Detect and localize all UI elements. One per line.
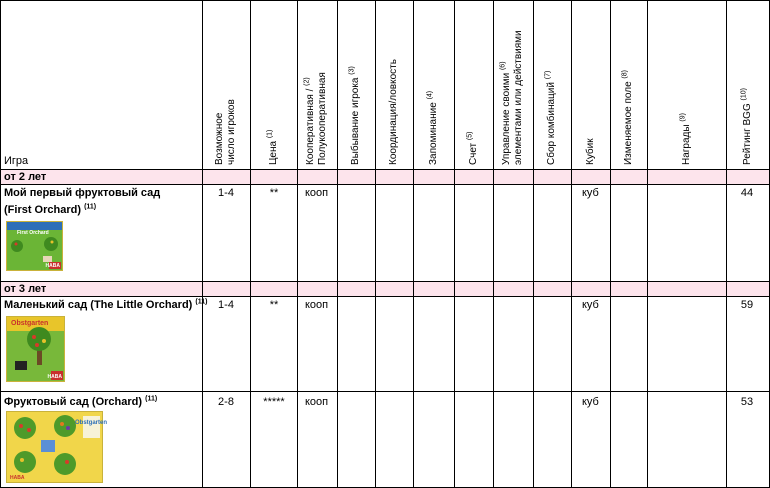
column-header-text bbox=[468, 132, 480, 165]
column-header-line bbox=[546, 71, 558, 165]
cell-dice: куб bbox=[582, 187, 599, 199]
footnote-ref: (5) bbox=[466, 131, 474, 141]
cell-dice: куб bbox=[582, 299, 599, 311]
footnote-ref: (11) bbox=[145, 395, 158, 403]
column-header-text bbox=[428, 91, 440, 165]
game-name-line-2: (First Orchard) $^{(11)}$ bbox=[4, 203, 97, 216]
column-header-line bbox=[428, 91, 440, 165]
box-brand: HABA bbox=[10, 475, 25, 481]
cell-players: 2-8 bbox=[218, 396, 234, 408]
column-header-line-text: Кооперативная / bbox=[305, 88, 316, 165]
column-header-text bbox=[742, 88, 754, 165]
column-header-line-text: Запоминание bbox=[428, 102, 439, 165]
column-header-text bbox=[681, 113, 693, 165]
column-header-line bbox=[350, 66, 362, 165]
cell-players: 1-4 bbox=[218, 299, 234, 311]
column-header-line-text: Сбор комбинаций bbox=[546, 82, 557, 165]
column-header-line bbox=[305, 72, 317, 165]
box-title: Obstgarten bbox=[75, 420, 108, 426]
game-name: Маленький сад (The Little Orchard) $^{(11)}$ bbox=[4, 298, 208, 311]
column-header-line-text: Счет bbox=[468, 142, 479, 165]
column-header-line-text: Изменяемое поле bbox=[623, 81, 634, 165]
column-header-text bbox=[305, 72, 329, 165]
box-title: First Orchard bbox=[17, 230, 49, 236]
game-name: Фруктовый сад (Orchard) $^{(11)}$ bbox=[4, 395, 158, 408]
column-header-line-text: Цена bbox=[268, 140, 279, 165]
header-game: Игра bbox=[4, 155, 29, 167]
footnote-ref: (6) bbox=[499, 61, 507, 71]
column-header-line bbox=[623, 70, 635, 165]
cell-price: ***** bbox=[263, 396, 285, 408]
column-header-line-text: Рейтинг BGG bbox=[742, 103, 753, 165]
column-header-line bbox=[501, 30, 513, 165]
footnote-ref: (4) bbox=[426, 90, 434, 100]
column-header-text bbox=[388, 59, 400, 165]
cell-price: ** bbox=[269, 187, 279, 199]
footnote-ref: (2) bbox=[303, 77, 311, 86]
column-header-line-text: Управление своими bbox=[501, 72, 512, 165]
cell-coop: кооп bbox=[305, 187, 329, 199]
box-brand: HABA bbox=[47, 374, 62, 380]
cell-rating: 53 bbox=[740, 396, 754, 408]
cell-dice: куб bbox=[582, 396, 599, 408]
column-header-line: элементами или действиями bbox=[513, 30, 524, 165]
column-header-line: Кубик bbox=[585, 138, 596, 165]
column-header-line: Координация/ловкость bbox=[388, 59, 399, 165]
box-brand: HABA bbox=[45, 263, 60, 269]
cell-coop: кооп bbox=[305, 299, 329, 311]
column-header-line: Полукооперативная bbox=[317, 72, 328, 165]
footnote-ref: (9) bbox=[679, 113, 687, 122]
section-label-age-3: от 3 лет bbox=[4, 283, 47, 295]
footnote-ref: (11) bbox=[195, 298, 208, 306]
game-box-image bbox=[6, 411, 108, 483]
column-header-line bbox=[268, 130, 280, 165]
column-header-text bbox=[214, 99, 238, 165]
column-header-line-text: Выбывание игрока bbox=[350, 77, 361, 165]
column-header-text bbox=[585, 138, 597, 165]
column-header-line bbox=[742, 88, 754, 165]
cell-players: 1-4 bbox=[218, 187, 234, 199]
box-title: Obstgarten bbox=[11, 320, 49, 327]
column-header-text bbox=[501, 30, 525, 165]
section-label-age-2: от 2 лет bbox=[4, 171, 47, 183]
column-header-line: число игроков bbox=[226, 99, 237, 165]
column-header-line bbox=[681, 113, 693, 165]
column-header-text bbox=[546, 71, 558, 165]
footnote-ref: (11) bbox=[84, 203, 97, 211]
footnote-ref: (1) bbox=[266, 129, 274, 139]
game-box-image bbox=[6, 221, 63, 271]
cell-rating: 44 bbox=[740, 187, 754, 199]
footnote-ref: (3) bbox=[348, 66, 356, 75]
game-name: Мой первый фруктовый сад bbox=[4, 187, 161, 199]
cell-rating: 59 bbox=[740, 299, 754, 311]
column-header-text bbox=[268, 130, 280, 165]
footnote-ref: (8) bbox=[621, 70, 629, 79]
footnote-ref: (7) bbox=[544, 70, 552, 80]
column-header-line: Возможное bbox=[214, 112, 225, 165]
column-header-text bbox=[350, 66, 362, 165]
column-header-text bbox=[623, 70, 635, 165]
footnote-ref: (10) bbox=[740, 88, 748, 101]
game-box-image bbox=[6, 316, 65, 382]
column-header-line bbox=[468, 132, 480, 165]
cell-coop: кооп bbox=[305, 396, 329, 408]
column-header-line-text: Награды bbox=[681, 124, 692, 165]
cell-price: ** bbox=[269, 299, 279, 311]
